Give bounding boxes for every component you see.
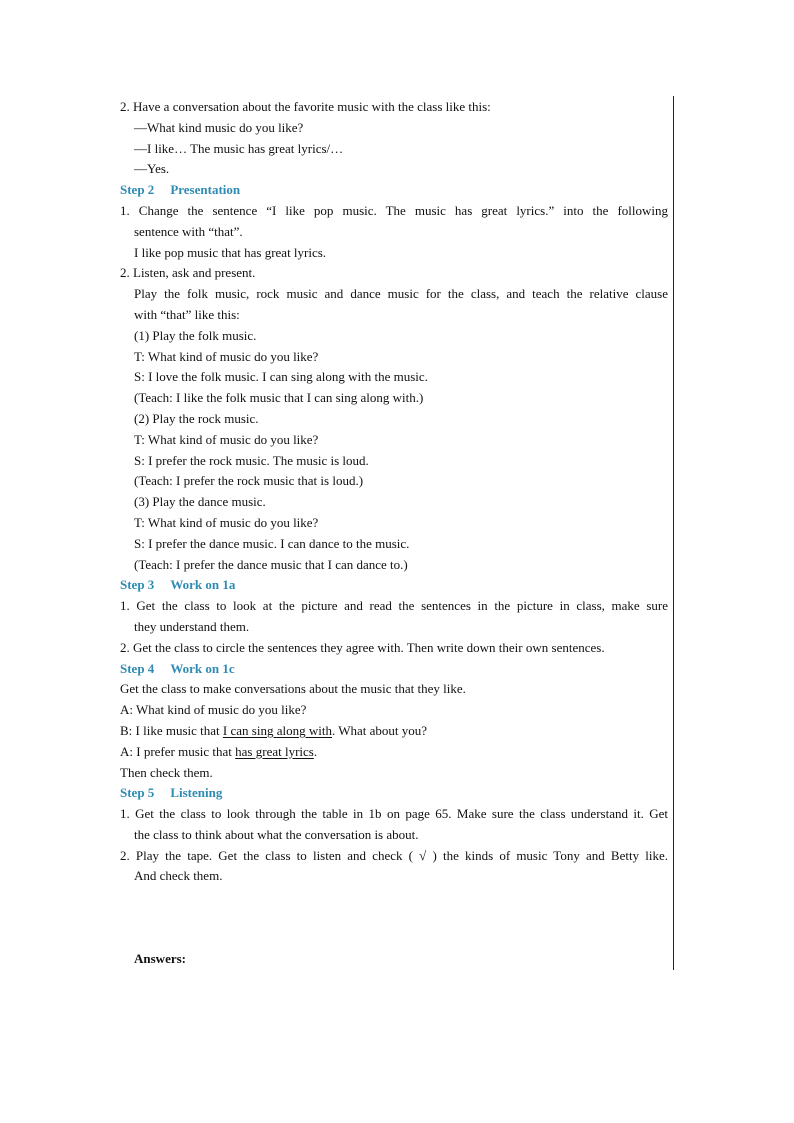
step2-line: (2) Play the rock music. bbox=[134, 410, 259, 426]
step5-heading bbox=[120, 783, 668, 804]
underlined-blank: has great lyrics bbox=[235, 743, 314, 759]
step2-line: S: I prefer the dance music. I can dance to the music. bbox=[134, 535, 410, 551]
table-border-right bbox=[673, 96, 674, 970]
step2-item1-cont: sentence with “that”. bbox=[134, 223, 243, 239]
step2-line: T: What kind of music do you like? bbox=[134, 348, 319, 364]
step2-line: (Teach: I prefer the dance music that I can dance to.) bbox=[134, 556, 408, 572]
lesson-content bbox=[120, 97, 668, 887]
step2-line: T: What kind of music do you like? bbox=[134, 514, 319, 530]
step2-line: (3) Play the dance music. bbox=[134, 494, 266, 510]
step4-outro: Then check them. bbox=[120, 764, 213, 780]
step4-line-a1: A: What kind of music do you like? bbox=[120, 702, 307, 718]
text: A: I prefer music that bbox=[120, 743, 236, 759]
step2-line: (Teach: I prefer the rock music that is loud.) bbox=[134, 473, 364, 489]
dialog-line: —Yes. bbox=[134, 161, 170, 177]
step-title: Work on 1a bbox=[170, 577, 236, 593]
step3-item1-cont: they understand them. bbox=[134, 618, 250, 634]
step5-item1: 1. Get the class to look through the table in 1b on page 65. Make sure the class understand it. Get bbox=[120, 806, 668, 822]
step-label: Step 5 bbox=[120, 785, 155, 801]
step-title: Presentation bbox=[170, 182, 241, 198]
step-label: Step 4 bbox=[120, 660, 155, 676]
step2-line: T: What kind of music do you like? bbox=[134, 431, 319, 447]
step5-item1-cont: the class to think about what the conversation is about. bbox=[134, 826, 419, 842]
text: . bbox=[313, 743, 318, 759]
step2-heading bbox=[120, 180, 668, 201]
step4-line-b bbox=[120, 721, 668, 742]
text: . What about you? bbox=[331, 722, 428, 738]
step2-item2: 2. Listen, ask and present. bbox=[120, 265, 256, 281]
step2-line: (Teach: I like the folk music that I can sing along with.) bbox=[134, 390, 424, 406]
step-title: Work on 1c bbox=[170, 660, 235, 676]
dialog-line: —I like… The music has great lyrics/… bbox=[134, 140, 344, 156]
underlined-blank: I can sing along with bbox=[222, 722, 332, 738]
step2-line: S: I prefer the rock music. The music is loud. bbox=[134, 452, 369, 468]
step2-line: S: I love the folk music. I can sing along with the music. bbox=[134, 369, 428, 385]
answers-label: Answers: bbox=[134, 951, 186, 966]
step-title: Listening bbox=[170, 785, 223, 801]
dialog-line: —What kind music do you like? bbox=[134, 119, 304, 135]
section1-item2: 2. Have a conversation about the favorite music with the class like this: bbox=[120, 99, 491, 114]
text: B: I like music that bbox=[120, 722, 223, 738]
step5-item2-cont: And check them. bbox=[134, 868, 223, 884]
step-label: Step 2 bbox=[120, 182, 155, 198]
step2-example: I like pop music that has great lyrics. bbox=[134, 244, 327, 260]
step2-item1: 1. Change the sentence “I like pop music. The music has great lyrics.” into the following bbox=[120, 202, 668, 218]
step4-intro: Get the class to make conversations about the music that they like. bbox=[120, 681, 466, 697]
step4-heading bbox=[120, 659, 668, 680]
step4-line-a2 bbox=[120, 742, 668, 763]
step2-line: (1) Play the folk music. bbox=[134, 327, 257, 343]
step5-item2: 2. Play the tape. Get the class to listen and check ( √ ) the kinds of music Tony and Betty like. bbox=[120, 847, 668, 863]
step3-item1: 1. Get the class to look at the picture and read the sentences in the picture in class, make sure bbox=[120, 598, 668, 614]
step3-item2: 2. Get the class to circle the sentences they agree with. Then write down their own sentences. bbox=[120, 639, 605, 655]
step-label: Step 3 bbox=[120, 577, 155, 593]
step3-heading bbox=[120, 575, 668, 596]
step2-item2-text-cont: with “that” like this: bbox=[134, 306, 240, 322]
step2-item2-text: Play the folk music, rock music and dance music for the class, and teach the relative clause bbox=[134, 286, 668, 302]
